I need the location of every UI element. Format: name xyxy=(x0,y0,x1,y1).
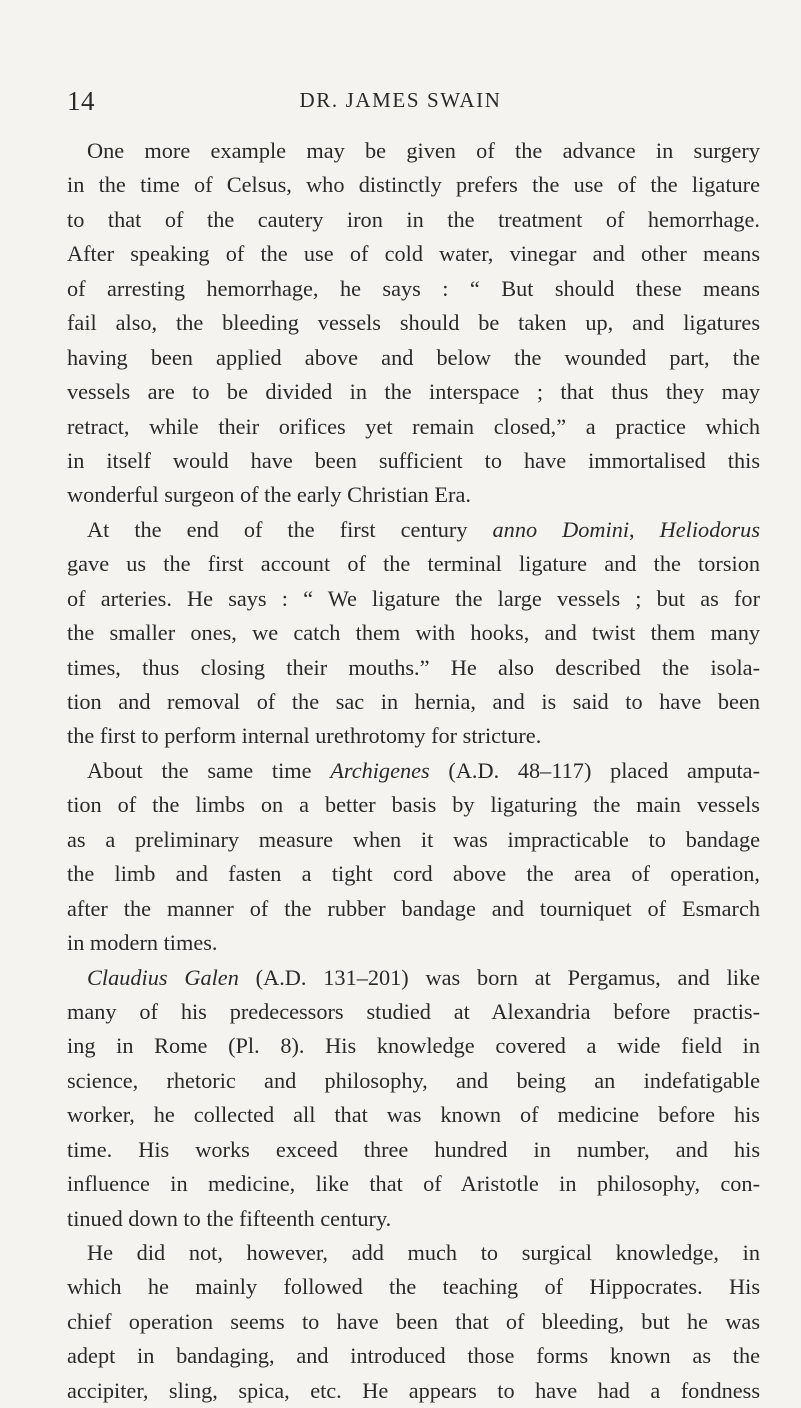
text-line: After speaking of the use of cold water, vinegar and other means xyxy=(67,241,760,267)
text-line: tion of the limbs on a better basis by ligaturing the main vessels xyxy=(67,792,760,818)
text-line: tinued down to the fifteenth century. xyxy=(67,1205,392,1231)
text-line: He did not, however, add much to surgical knowledge, in xyxy=(87,1240,760,1265)
text-line: worker, he collected all that was known of medicine before his xyxy=(67,1102,760,1128)
text-line: science, rhetoric and philosophy, and being an indefatigable xyxy=(67,1067,760,1093)
text-line: after the manner of the rubber bandage and tourniquet of Esmarch xyxy=(67,895,760,921)
text-line: times, thus closing their mouths.” He also described the isola- xyxy=(67,654,760,680)
body-text xyxy=(67,134,760,1408)
text-line: the first to perform internal urethrotomy for stricture. xyxy=(67,723,542,749)
text-line: ing in Rome (Pl. 8). His knowledge covered a wide field in xyxy=(67,1033,760,1059)
inline-italic: Claudius Galen xyxy=(87,964,239,990)
text-line: having been applied above and below the wounded part, the xyxy=(67,344,760,370)
text-line: chief operation seems to have been that of bleeding, but he was xyxy=(67,1308,760,1334)
text-line: which he mainly followed the teaching of Hippocrates. His xyxy=(67,1274,760,1300)
text-line: as a preliminary measure when it was impracticable to bandage xyxy=(67,826,760,852)
text-line: in modern times. xyxy=(67,930,218,956)
inline-italic: anno Domini xyxy=(492,516,630,542)
text-line: vessels are to be divided in the interspace ; that thus they may xyxy=(67,379,760,405)
text-line: the smaller ones, we catch them with hooks, and twist them many xyxy=(67,620,760,646)
text-line: in itself would have been sufficient to have immortalised this xyxy=(67,447,760,473)
text-line: the limb and fasten a tight cord above the area of operation, xyxy=(67,861,760,887)
text-line: of arresting hemorrhage, he says : “ But should these means xyxy=(67,275,760,301)
text-line: One more example may be given of the advance in surgery xyxy=(87,138,760,163)
text-line: Claudius Galen (A.D. 131–201) was born at Pergamus, and like xyxy=(87,964,760,990)
text-line: gave us the first account of the terminal ligature and the torsion xyxy=(67,551,760,577)
page-header xyxy=(0,86,801,116)
page-number: 14 xyxy=(67,86,95,116)
text-line: fail also, the bleeding vessels should be taken up, and ligatures xyxy=(67,310,760,336)
inline-small-caps: A.D. xyxy=(263,964,307,990)
text-line: About the same time Archigenes (A.D. 48–117) placed amputa- xyxy=(87,757,760,783)
text-line: to that of the cautery iron in the treatment of hemorrhage. xyxy=(67,206,760,232)
text-line: At the end of the first century anno Domini, Heliodorus xyxy=(87,516,760,542)
text-line: many of his predecessors studied at Alexandria before practis- xyxy=(67,998,760,1024)
text-line: in the time of Celsus, who distinctly prefers the use of the ligature xyxy=(67,172,760,198)
text-line: adept in bandaging, and introduced those forms known as the xyxy=(67,1343,760,1369)
text-line: accipiter, sling, spica, etc. He appears to have had a fondness xyxy=(67,1377,760,1403)
text-line: tion and removal of the sac in hernia, and is said to have been xyxy=(67,689,760,714)
running-head: DR. JAMES SWAIN xyxy=(299,88,502,112)
text-line: of arteries. He says : “ We ligature the large vessels ; but as for xyxy=(67,585,760,611)
inline-italic: Archigenes xyxy=(330,757,430,783)
text-line: wonderful surgeon of the early Christian Era. xyxy=(67,482,471,508)
text-line: time. His works exceed three hundred in number, and his xyxy=(67,1136,760,1162)
text-line: influence in medicine, like that of Aristotle in philosophy, con- xyxy=(67,1171,760,1197)
inline-small-caps: A.D. xyxy=(455,757,500,783)
inline-italic: Heliodorus xyxy=(659,516,760,542)
text-line: retract, while their orifices yet remain closed,” a practice which xyxy=(67,413,760,439)
